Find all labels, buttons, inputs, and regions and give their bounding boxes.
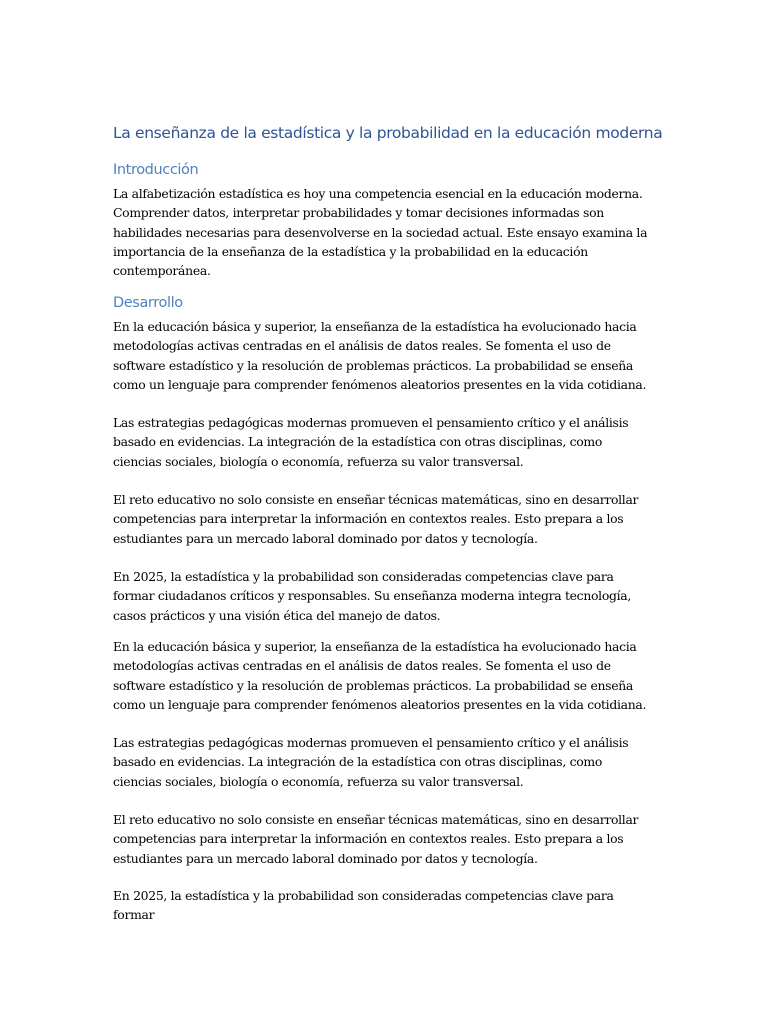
intro-paragraph: La alfabetización estadística es hoy una competencia esencial en la educación moderna. Comprender datos, interpretar probabilidades y tomar decisiones informadas son habilidades necesarias para desenvolverse en la sociedad actual. Este ensayo examina la importancia de la enseñanza de la estadística y la probabilidad en la educación contemporánea. bbox=[113, 186, 648, 279]
development-paragraph: En la educación básica y superior, la enseñanza de la estadística ha evolucionado hacia metodologías activas centradas en el análisis de datos reales. Se fomenta el uso de software estadístico y la resolución de problemas prácticos. La probabilidad se enseña como un lenguaje para comprender fenómenos aleatorios presentes en la vida cotidiana. bbox=[113, 319, 647, 392]
development-paragraph: El reto educativo no solo consiste en enseñar técnicas matemáticas, sino en desarrollar competencias para interpretar la información en contextos reales. Esto prepara a los estudiantes para un mercado laboral dominado por datos y tecnología. bbox=[113, 812, 639, 866]
document-page bbox=[113, 0, 663, 1024]
heading-introduccion: Introducción bbox=[113, 162, 199, 178]
development-paragraph: En 2025, la estadística y la probabilidad son consideradas competencias clave para formar ciudadanos críticos y responsables. Su enseñanza moderna integra tecnología, casos prácticos y una visión ética del manejo de datos. bbox=[113, 569, 632, 623]
document-title: La enseñanza de la estadística y la probabilidad en la educación moderna bbox=[113, 124, 663, 142]
heading-desarrollo: Desarrollo bbox=[113, 295, 183, 311]
development-paragraph: En 2025, la estadística y la probabilidad son consideradas competencias clave para formar bbox=[113, 888, 614, 923]
development-paragraph: Las estrategias pedagógicas modernas promueven el pensamiento crítico y el análisis basado en evidencias. La integración de la estadística con otras disciplinas, como ciencias sociales, biología o economía, refuerza su valor transversal. bbox=[113, 415, 629, 469]
development-paragraph: En la educación básica y superior, la enseñanza de la estadística ha evolucionado hacia metodologías activas centradas en el análisis de datos reales. Se fomenta el uso de software estadístico y la resolución de problemas prácticos. La probabilidad se enseña como un lenguaje para comprender fenómenos aleatorios presentes en la vida cotidiana. bbox=[113, 639, 647, 712]
development-paragraph: Las estrategias pedagógicas modernas promueven el pensamiento crítico y el análisis basado en evidencias. La integración de la estadística con otras disciplinas, como ciencias sociales, biología o economía, refuerza su valor transversal. bbox=[113, 735, 629, 789]
development-paragraph: El reto educativo no solo consiste en enseñar técnicas matemáticas, sino en desarrollar competencias para interpretar la información en contextos reales. Esto prepara a los estudiantes para un mercado laboral dominado por datos y tecnología. bbox=[113, 492, 639, 546]
